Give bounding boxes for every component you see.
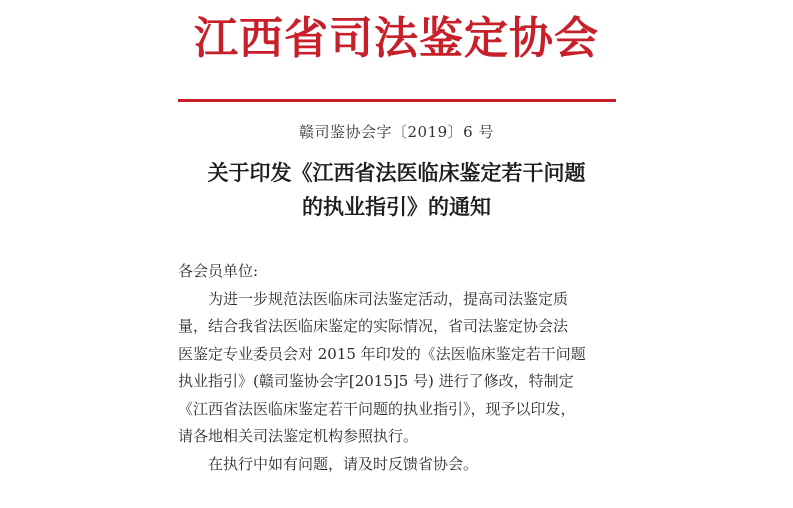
notice-title-line-1: 关于印发《江西省法医临床鉴定若干问题 <box>207 160 586 185</box>
red-header-rule <box>178 99 616 102</box>
notice-body <box>178 258 618 478</box>
paragraph-1-line-3: 医鉴定专业委员会对 2015 年印发的《法医临床鉴定若干问题 <box>178 344 586 363</box>
salutation: 各会员单位: <box>178 262 259 280</box>
document-number: 赣司鉴协会字〔2019〕6 号 <box>299 123 494 141</box>
paragraph-1-line-4: 执业指引》(赣司鉴协会字[2015]5 号) 进行了修改，特制定 <box>178 372 574 390</box>
organization-title: 江西省司法鉴定协会 <box>194 13 599 64</box>
paragraph-1-line-6: 请各地相关司法鉴定机构参照执行。 <box>178 427 419 445</box>
notice-title <box>0 156 793 224</box>
paragraph-1-line-2: 量，结合我省法医临床鉴定的实际情况，省司法鉴定协会法 <box>178 317 569 335</box>
paragraph-1-line-1: 为进一步规范法医临床司法鉴定活动，提高司法鉴定质 <box>208 289 569 308</box>
paragraph-1-line-5: 《江西省法医临床鉴定若干问题的执业指引》，现予以印发， <box>178 399 576 418</box>
paragraph-2: 在执行中如有问题，请及时反馈省协会。 <box>208 454 479 473</box>
notice-title-line-2: 的执业指引》的通知 <box>302 194 491 219</box>
